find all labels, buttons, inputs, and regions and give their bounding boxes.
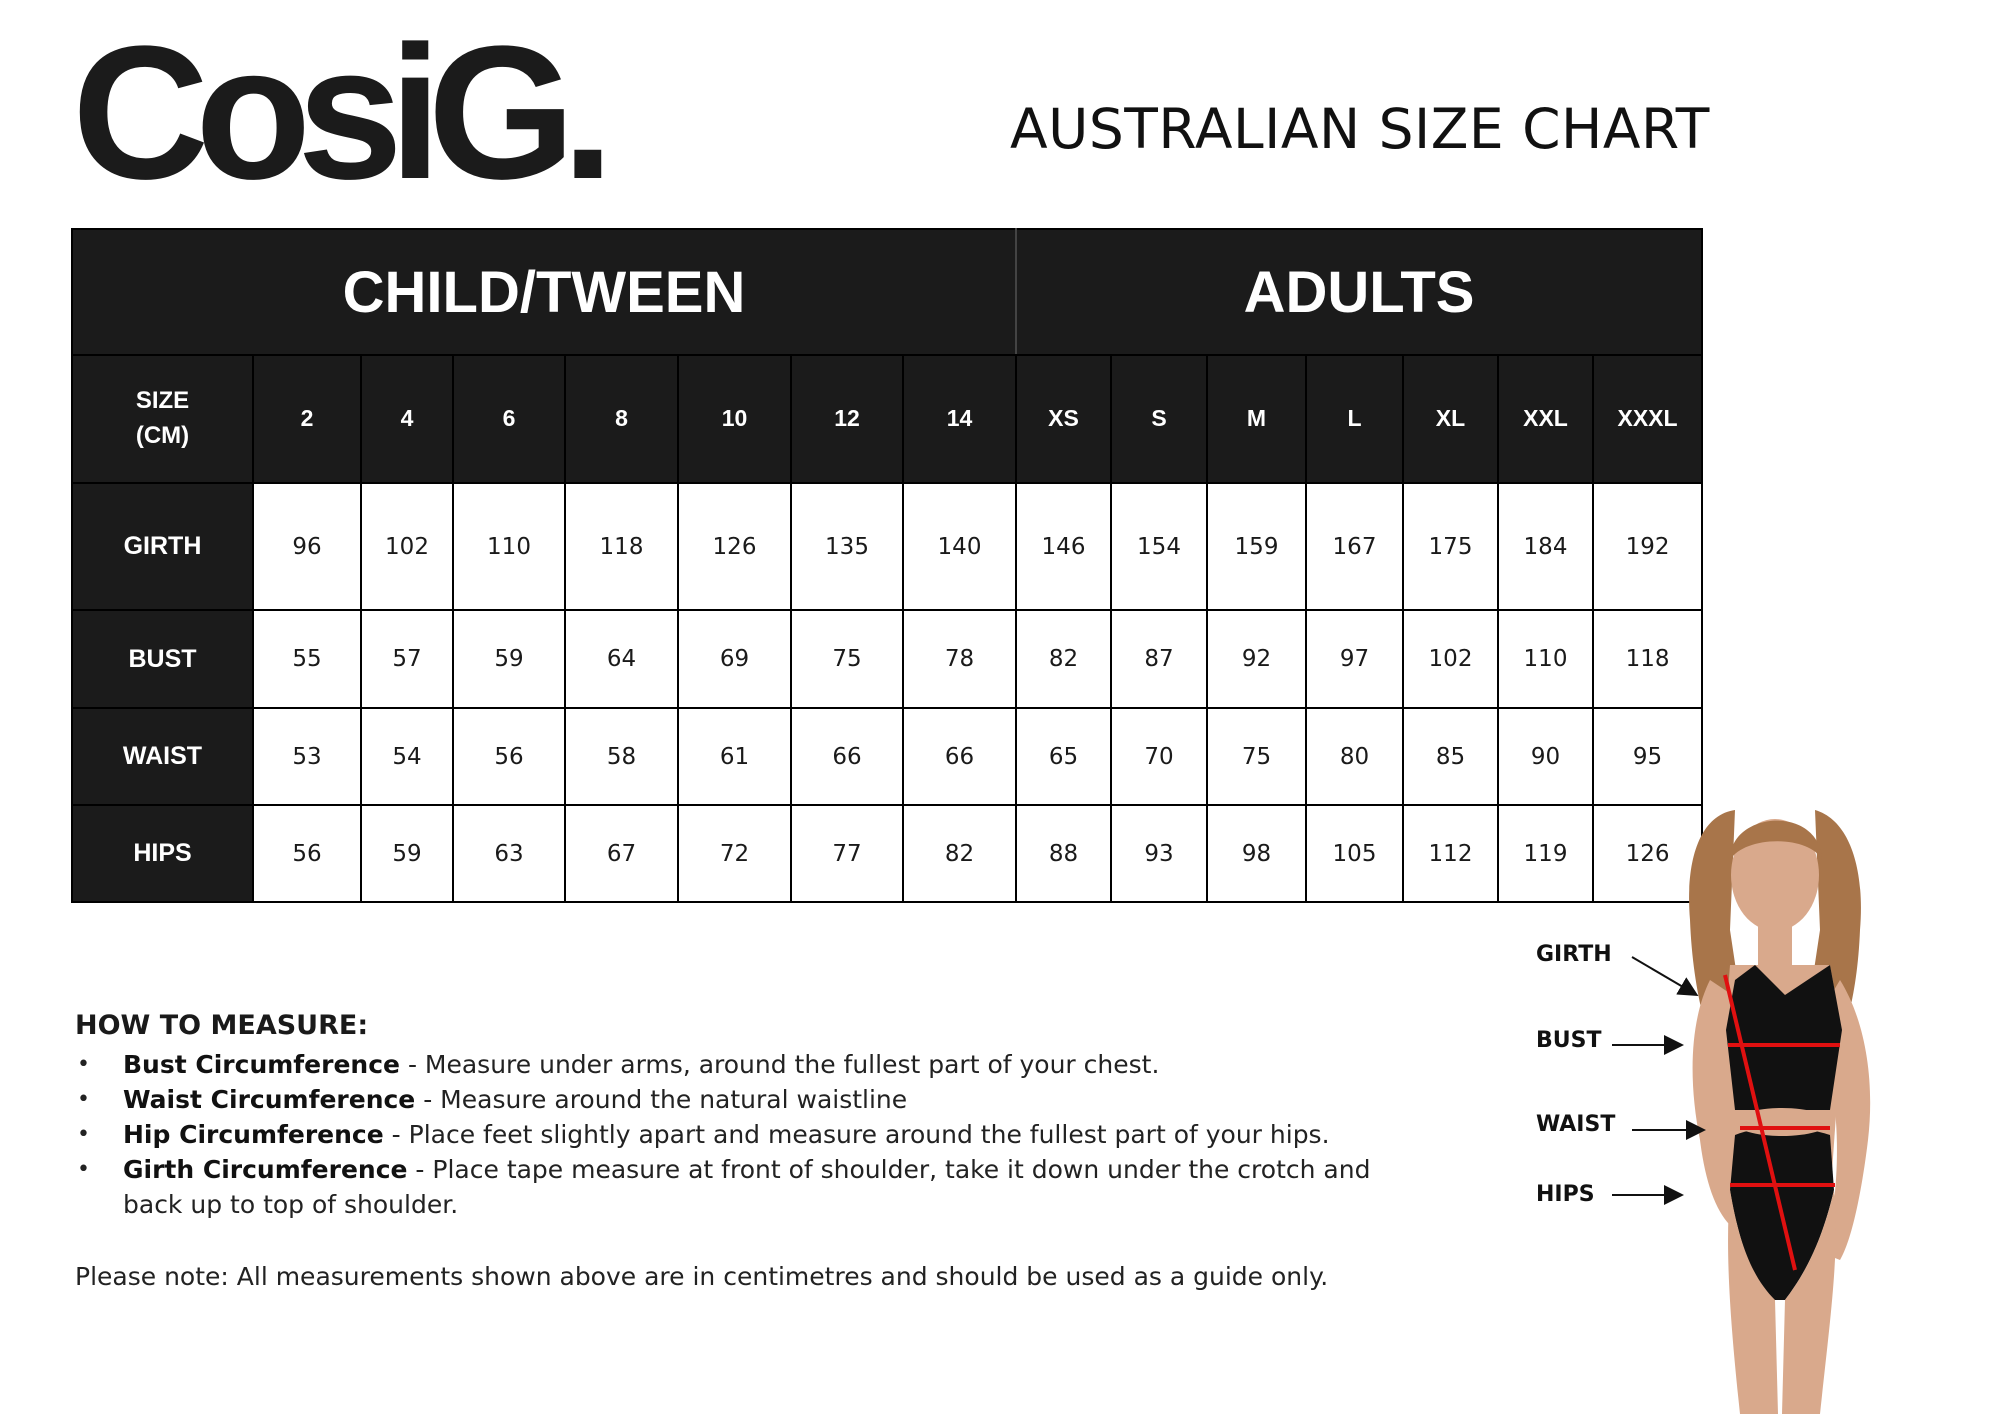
- table-cell: 184: [1498, 483, 1593, 610]
- model-figure-illustration: [1530, 780, 2000, 1414]
- table-cell: 65: [1016, 708, 1111, 805]
- instruction-term: Bust Circumference: [123, 1050, 400, 1079]
- table-row-waist: [72, 708, 1702, 805]
- table-cell: 67: [565, 805, 678, 902]
- list-item: [123, 1117, 1395, 1152]
- table-cell: 87: [1111, 610, 1207, 708]
- table-cell: 54: [361, 708, 453, 805]
- table-cell: 66: [903, 708, 1016, 805]
- size-label-line2: (CM): [135, 422, 190, 449]
- table-cell: 110: [1498, 610, 1593, 708]
- table-cell: 70: [1111, 708, 1207, 805]
- table-cell: 159: [1207, 483, 1306, 610]
- callout-bust: BUST: [1536, 1028, 1602, 1053]
- size-header-s: S: [1111, 355, 1207, 483]
- table-cell: 61: [678, 708, 791, 805]
- callout-hips: HIPS: [1536, 1182, 1595, 1207]
- table-cell: 57: [361, 610, 453, 708]
- table-cell: 90: [1498, 708, 1593, 805]
- list-item: [123, 1047, 1395, 1082]
- table-cell: 102: [361, 483, 453, 610]
- size-chart-table: [71, 228, 1703, 903]
- table-cell: 75: [791, 610, 903, 708]
- table-cell: 82: [903, 805, 1016, 902]
- instruction-term: Girth Circumference: [123, 1155, 408, 1184]
- table-cell: 126: [678, 483, 791, 610]
- table-cell: 55: [253, 610, 361, 708]
- table-cell: 66: [791, 708, 903, 805]
- page-title: AUSTRALIAN SIZE CHART: [1010, 97, 1710, 161]
- table-cell: 93: [1111, 805, 1207, 902]
- how-to-measure-section: [75, 1010, 1395, 1222]
- instruction-text: - Place feet slightly apart and measure around the fullest part of your hips.: [383, 1120, 1330, 1149]
- table-cell: 118: [1593, 610, 1702, 708]
- size-header-10: 10: [678, 355, 791, 483]
- group-header-row: [72, 229, 1702, 355]
- size-header-4: 4: [361, 355, 453, 483]
- table-cell: 192: [1593, 483, 1702, 610]
- table-cell: 118: [565, 483, 678, 610]
- table-cell: 112: [1403, 805, 1498, 902]
- table-cell: 97: [1306, 610, 1403, 708]
- table-row-bust: [72, 610, 1702, 708]
- size-header-xs: XS: [1016, 355, 1111, 483]
- table-cell: 58: [565, 708, 678, 805]
- table-cell: 98: [1207, 805, 1306, 902]
- table-cell: 53: [253, 708, 361, 805]
- table-cell: 59: [361, 805, 453, 902]
- table-cell: 102: [1403, 610, 1498, 708]
- table-cell: 154: [1111, 483, 1207, 610]
- group-adults: ADULTS: [1016, 229, 1702, 355]
- callout-waist: WAIST: [1536, 1112, 1616, 1137]
- brand-logo: CosiG.: [72, 7, 601, 219]
- size-header-row: [72, 355, 1702, 483]
- table-cell: 82: [1016, 610, 1111, 708]
- size-label-line1: SIZE: [135, 387, 190, 415]
- table-cell: 175: [1403, 483, 1498, 610]
- size-header-xxxl: XXXL: [1593, 355, 1702, 483]
- list-item: [123, 1152, 1395, 1222]
- measurement-note: Please note: All measurements shown above are in centimetres and should be used as a guide only.: [75, 1262, 1329, 1291]
- row-label: WAIST: [72, 708, 253, 805]
- group-child-tween: CHILD/TWEEN: [72, 229, 1016, 355]
- table-cell: 56: [253, 805, 361, 902]
- instruction-term: Waist Circumference: [123, 1085, 416, 1114]
- instruction-text: - Measure around the natural waistline: [415, 1085, 908, 1114]
- table-cell: 56: [453, 708, 565, 805]
- size-header-6: 6: [453, 355, 565, 483]
- table-cell: 140: [903, 483, 1016, 610]
- table-cell: 167: [1306, 483, 1403, 610]
- table-cell: 59: [453, 610, 565, 708]
- table-cell: 88: [1016, 805, 1111, 902]
- table-cell: 72: [678, 805, 791, 902]
- size-header-12: 12: [791, 355, 903, 483]
- table-cell: 119: [1498, 805, 1593, 902]
- table-cell: 96: [253, 483, 361, 610]
- instruction-text: - Measure under arms, around the fullest part of your chest.: [400, 1050, 1160, 1079]
- callout-girth: GIRTH: [1536, 942, 1612, 967]
- size-header-l: L: [1306, 355, 1403, 483]
- size-header-8: 8: [565, 355, 678, 483]
- measurement-diagram: [1530, 780, 2000, 1414]
- table-cell: 135: [791, 483, 903, 610]
- table-cell: 78: [903, 610, 1016, 708]
- table-cell: 80: [1306, 708, 1403, 805]
- row-label: GIRTH: [72, 483, 253, 610]
- how-to-measure-title: HOW TO MEASURE:: [75, 1010, 369, 1041]
- table-cell: 63: [453, 805, 565, 902]
- size-header-2: 2: [253, 355, 361, 483]
- size-header-xxl: XXL: [1498, 355, 1593, 483]
- table-cell: 110: [453, 483, 565, 610]
- table-cell: 75: [1207, 708, 1306, 805]
- row-label: HIPS: [72, 805, 253, 902]
- size-header-m: M: [1207, 355, 1306, 483]
- size-column-label: [72, 355, 253, 483]
- instruction-term: Hip Circumference: [123, 1120, 384, 1149]
- table-cell: 64: [565, 610, 678, 708]
- table-cell: 95: [1593, 708, 1702, 805]
- table-row-girth: [72, 483, 1702, 610]
- table-cell: 105: [1306, 805, 1403, 902]
- size-header-14: 14: [903, 355, 1016, 483]
- row-label: BUST: [72, 610, 253, 708]
- table-cell: 77: [791, 805, 903, 902]
- measure-instructions-list: [75, 1047, 1395, 1222]
- table-cell: 85: [1403, 708, 1498, 805]
- table-cell: 92: [1207, 610, 1306, 708]
- instruction-text: - Place tape measure at front of shoulder, take it down under the crotch and back up to top of shoulder.: [123, 1155, 1371, 1219]
- table-row-hips: [72, 805, 1702, 902]
- table-cell: 146: [1016, 483, 1111, 610]
- size-header-xl: XL: [1403, 355, 1498, 483]
- table-cell: 126: [1593, 805, 1702, 902]
- table-cell: 69: [678, 610, 791, 708]
- list-item: [123, 1082, 1395, 1117]
